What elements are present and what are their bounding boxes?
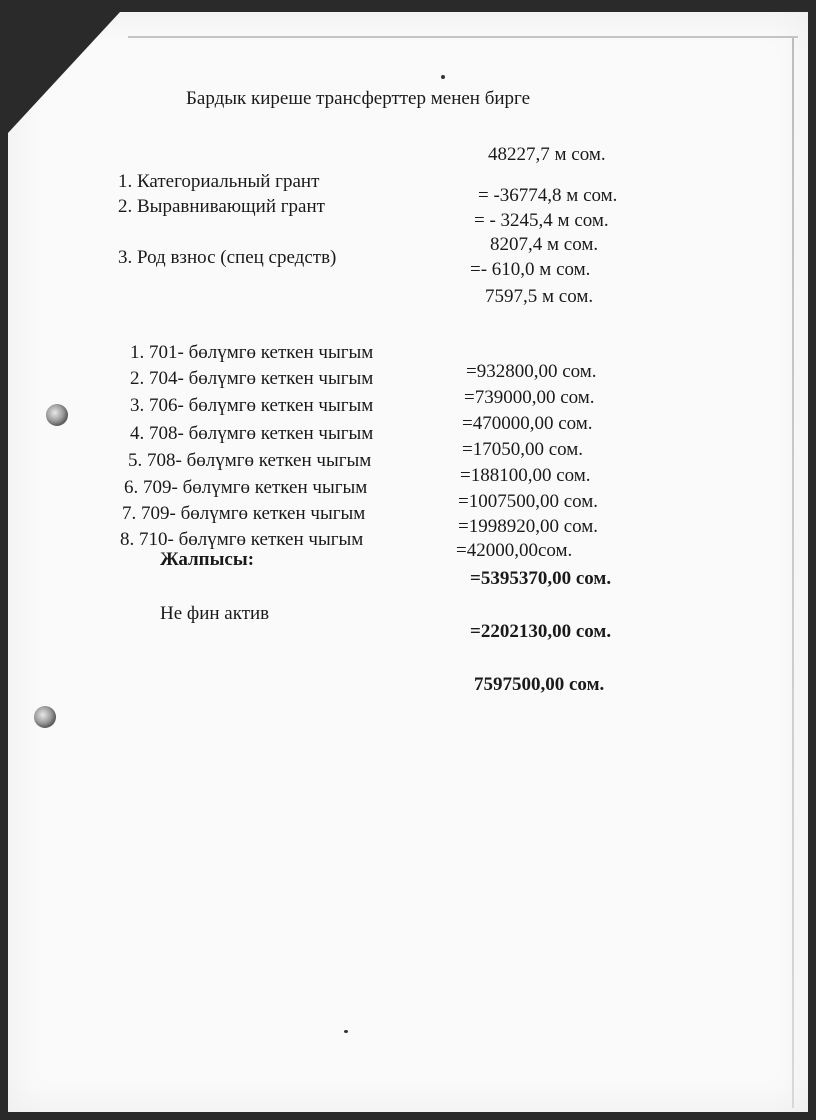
heading: Бардык киреше трансферттер менен бирге [186, 88, 531, 109]
expense-label-1: 1. 701- бөлүмгө кеткен чыгым [130, 342, 374, 363]
expense-value-8: =42000,00сом. [456, 540, 573, 561]
expense-label-5: 5. 708- бөлүмгө кеткен чыгым [128, 450, 372, 471]
page-edge-top [128, 36, 798, 38]
expense-label-6: 6. 709- бөлүмгө кеткен чыгым [124, 477, 368, 498]
total-label: Жалпысы: [160, 549, 255, 570]
expense-label-3: 3. 706- бөлүмгө кеткен чыгым [130, 395, 374, 416]
expense-label-8: 8. 710- бөлүмгө кеткен чыгым [120, 529, 364, 550]
expense-value-4: =17050,00 сом. [462, 439, 584, 460]
expense-label-7: 7. 709- бөлүмгө кеткен чыгым [122, 503, 366, 524]
expense-value-6: =1007500,00 сом. [458, 491, 599, 512]
grand-total: 7597500,00 сом. [474, 674, 605, 695]
punch-hole-top [46, 404, 68, 426]
total-with-transfers: 48227,7 м сом. [488, 144, 606, 165]
expense-label-4: 4. 708- бөлүмгө кеткен чыгым [130, 423, 374, 444]
nonfin-value: =2202130,00 сом. [470, 621, 612, 642]
income-value-5: 7597,5 м сом. [485, 286, 594, 307]
expense-value-7: =1998920,00 сом. [458, 516, 599, 537]
expense-value-2: =739000,00 сом. [464, 387, 595, 408]
income-label-2: 2. Выравнивающий грант [118, 196, 325, 217]
total-value: =5395370,00 сом. [470, 568, 612, 589]
punch-hole-bottom [34, 706, 56, 728]
speck [441, 75, 445, 79]
income-label-4: 3. Род взнос (спец средств) [118, 247, 337, 268]
expense-label-2: 2. 704- бөлүмгө кеткен чыгым [130, 368, 374, 389]
speck [344, 1030, 348, 1033]
nonfin-label: Не фин актив [160, 603, 270, 624]
page-edge-right [792, 38, 794, 1108]
income-value-3: 8207,4 м сом. [490, 234, 599, 255]
expense-value-5: =188100,00 сом. [460, 465, 591, 486]
income-value-4: =- 610,0 м сом. [470, 259, 591, 280]
expense-value-3: =470000,00 сом. [462, 413, 593, 434]
income-value-2: = - 3245,4 м сом. [474, 210, 609, 231]
expense-value-1: =932800,00 сом. [466, 361, 597, 382]
income-value-1: = -36774,8 м сом. [478, 185, 618, 206]
income-label-1: 1. Категориальный грант [118, 171, 320, 192]
